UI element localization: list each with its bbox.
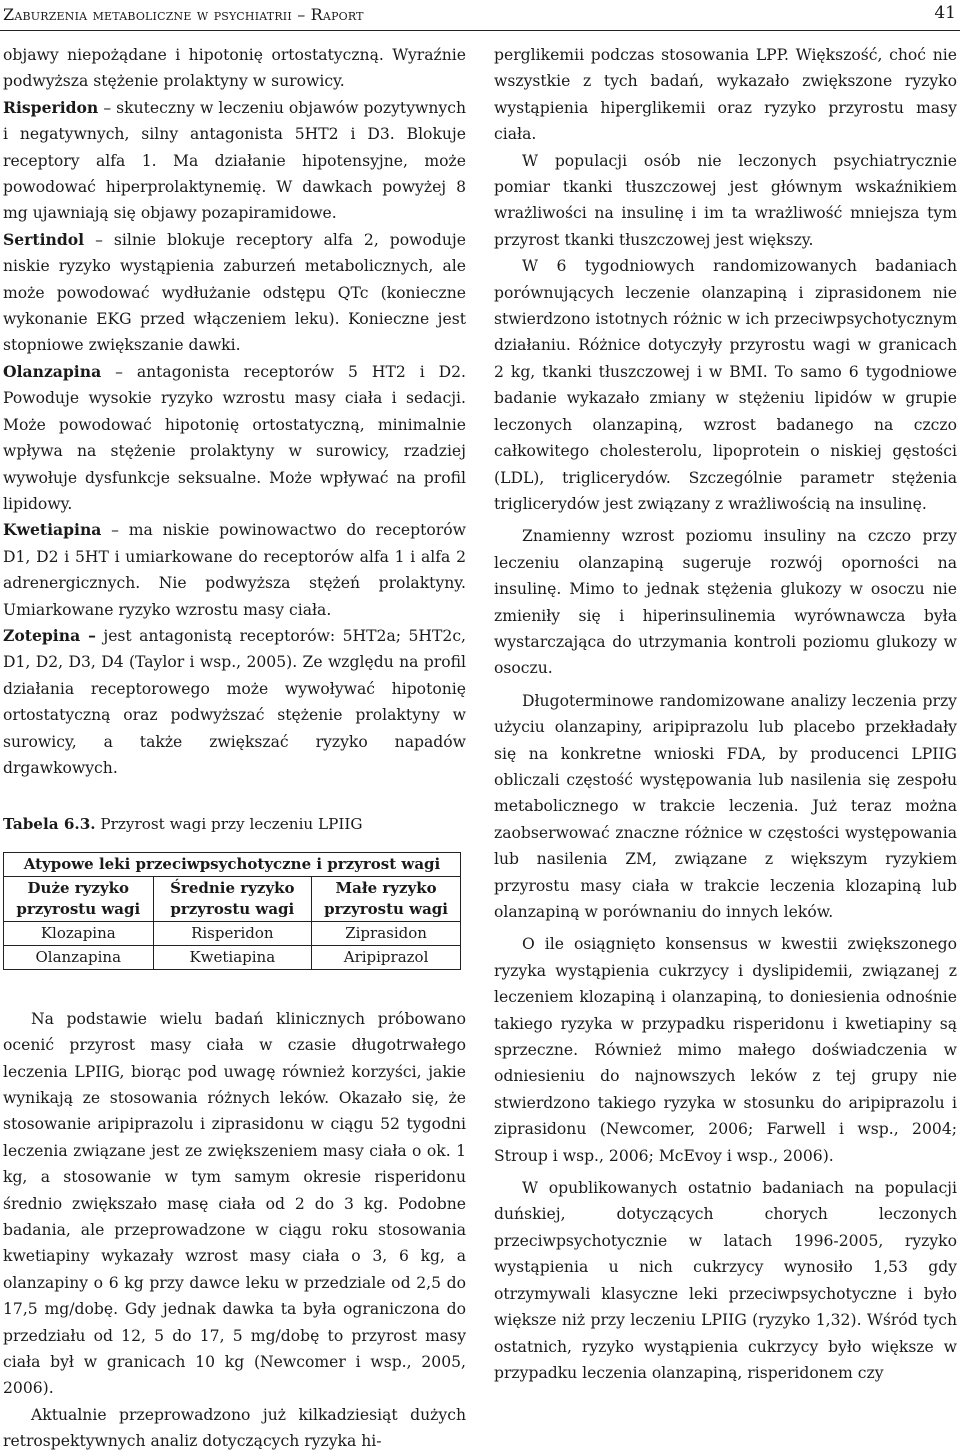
table-caption (3, 811, 466, 837)
caption-text: Przyrost wagi przy leczeniu LPIIG (95, 815, 363, 834)
paragraph-text: – antagonista receptorów 5 HT2 i D2. Powoduje wysokie ryzyko wzrostu masy ciała i sedacji. Może powodować hipotonię ortostatyczną, minimalnie wpływa na stężenie prolaktyny w surowicy, rzadziej wywołuje dysfunkcje seksualne. Może wpływać na profil lipidowy. (3, 362, 466, 513)
running-title: Zaburzenia metaboliczne w psychiatrii – Raport (3, 5, 364, 24)
table-cell: Kwetiapina (153, 945, 312, 969)
paragraph: objawy niepożądane i hipotonię ortostatyczną. Wyraźnie podwyższa stężenie prolaktyny w surowicy. (3, 46, 466, 91)
paragraph: O ile osiągnięto konsensus w kwestii zwiększonego ryzyka wystąpienia cukrzycy i dyslipidemii, związanej z leczeniem klozapiną i olanzapiną, to doniesienia odnośnie takiego ryzyka w przypadku risperidonu i kwetiapiny są sprzeczne. Również mimo małego doświadczenia w odniesieniu do najnowszych leków z tej grupy nie stwierdzono takiego ryzyka w stosunku do aripiprazolu i ziprasidonu (Newcomer, 2006; Farwell i wsp., 2004; Stroup i wsp., 2006; McEvoy i wsp., 2006). (494, 935, 957, 1165)
weight-gain-table (3, 852, 461, 970)
paragraph-text: – silnie blokuje receptory alfa 2, powoduje niskie ryzyko wystąpienia zaburzeń metabolicznych, ale może powodować wydłużanie odstępu QTc (konieczne wykonanie EKG przed włączeniem leku). Konieczne jest stopniowe zwiększanie dawki. (3, 230, 466, 355)
paragraph-sertindol (3, 227, 466, 359)
paragraph: Długoterminowe randomizowane analizy leczenia przy użyciu olanzapiny, aripiprazolu lub placebo przekładały się na konkretne wnioski FDA, by producenci LPIIG obliczali częstość występowania lub nasilenia się zespołu metabolicznego w trakcie leczenia. Już teraz można zaobserwować znaczne różnice w częstości występowania lub nasilenia ZM, związane z większym ryzykiem przyrostu masy ciała w trakcie leczenia klozapiną lub olanzapiną w porównaniu do innych leków. (494, 691, 957, 921)
paragraph: Na podstawie wielu badań klinicznych próbowano ocenić przyrost masy ciała w czasie długotrwałego leczenia LPIIG, biorąc pod uwagę również korzyści, jakie wynikają ze stosowania różnych leków. Okazało się, że stosowanie aripiprazolu i ziprasidonu w ciągu 52 tygodni leczenia związane jest ze zwiększeniem masy ciała o ok. 1 kg, a stosowanie w tym samym okresie risperidonu średnio zwiększało masę ciała od 2 do 3 kg. Podobne badania, ale przeprowadzone w ciągu roku stosowania kwetiapiny wykazały wzrost masy ciała o 3, 6 kg, a olanzapiny o 6 kg przy dawce leku w przedziale od 2,5 do 17,5 mg/dobę. Gdy jednak dawka ta była ograniczona do przedziału od 12, 5 do 17, 5 mg/dobę to przyrost masy ciała był w granicach 10 kg (Newcomer i wsp., 2005, 2006). (3, 1009, 466, 1398)
paragraph: W populacji osób nie leczonych psychiatrycznie pomiar tkanki tłuszczowej jest głównym wskaźnikiem wrażliwości na insulinę i im ta wrażliwość mniejsza tym przyrost tkanki tłuszczowej jest większy. (494, 151, 957, 249)
table-cell: Aripiprazol (312, 945, 461, 969)
table-cell: Olanzapina (4, 945, 154, 969)
drug-term: Sertindol (3, 229, 85, 249)
paragraph-text: – ma niskie powinowactwo do receptorów D1, D2 i 5HT i umiarkowane do receptorów alfa 1 i alfa 2 adrenergicznych. Nie podwyższa stężeń prolaktyny. Umiarkowane ryzyko wzrostu masy ciała. (3, 521, 466, 619)
table-title: Atypowe leki przeciwpsychotyczne i przyrost wagi (4, 852, 461, 876)
running-header (0, 0, 960, 31)
paragraph: W opublikowanych ostatnio badaniach na populacji duńskiej, dotyczących chorych leczonych przeciwpsychotycznie w latach 1996-2005, ryzyko wystąpienia u nich cukrzycy wynosiło 1,53 gdy otrzymywali klasyczne leki przeciwpsychotyczne i było większe niż przy leczeniu LPIIG (ryzyko 1,32). Wśród tych ostatnich, ryzyko wystąpienia cukrzycy było większe w przypadku leczenia olanzapiną, risperidonem czy (494, 1179, 957, 1382)
paragraph: Znamienny wzrost poziomu insuliny na czczo przy leczeniu olanzapiną sugeruje rozwój oporności na insulinę. Mimo to jednak stężenia glukozy w osoczu nie zmieniły się i hiperinsulinemia wyrównawcza była wystarczająca do utrzymania kontroli poziomu glukozy w osoczu. (494, 527, 957, 678)
column-header-low: Małe ryzyko przyrostu wagi (312, 876, 461, 921)
drug-term: Zotepina – (3, 625, 96, 645)
page-number: 41 (934, 3, 956, 23)
table-cell: Risperidon (153, 921, 312, 945)
paragraph-text: – skuteczny w leczeniu objawów pozytywnych i negatywnych, silny antagonista 5HT2 i D3. Blokuje receptory alfa 1. Ma działanie hipotensyjne, może powodować hiperprolaktynemię. W dawkach powyżej 8 mg ujawniają się objawy pozapiramidowe. (3, 98, 466, 223)
paragraph-text: jest antagonistą receptorów: 5HT2a; 5HT2c, D1, D2, D3, D4 (Taylor i wsp., 2005). Ze względu na profil działania receptorowego może wywoływać hipotonię ortostatyczną oraz podwyższać stężenie prolaktyny w surowicy, a także zwiększać ryzyko napadów drgawkowych. (3, 626, 467, 777)
column-header-medium: Średnie ryzyko przyrostu wagi (153, 876, 312, 921)
paragraph: perglikemii podczas stosowania LPP. Większość, choć nie wszystkie z tych badań, wykazało zwiększone ryzyko wystąpienia hiperglikemii oraz ryzyko przyrostu masy ciała. (494, 46, 957, 144)
paragraph: Aktualnie przeprowadzono już kilkadziesiąt dużych retrospektywnych analiz dotyczących ryzyka hi- (3, 1405, 466, 1451)
paragraph: W 6 tygodniowych randomizowanych badaniach porównujących leczenie olanzapiną i ziprasidonem nie stwierdzono istotnych różnic w ich przeciwpsychotycznym działaniu. Różnice dotyczyły przyrostu wagi w granicach 2 kg, tkanki tłuszczowej i w BMI. To samo 6 tygodniowe badanie wykazało zmiany w stężeniu lipidów w grupie leczonych olanzapiną, wzrost badanego na czczo całkowitego cholesterolu, lipoprotein o niskiej gęstości (LDL), triglicerydów. Szczególnie parametr stężenia triglicerydów jest związany z wrażliwością na insulinę. (494, 257, 957, 513)
paragraph-olanzapina (3, 359, 466, 517)
right-column (494, 42, 957, 1386)
caption-label: Tabela 6.3. (3, 815, 96, 834)
drug-term: Olanzapina (3, 361, 102, 381)
left-column (3, 42, 466, 1455)
table-cell: Ziprasidon (312, 921, 461, 945)
table-row (4, 945, 461, 969)
drug-term: Kwetiapina (3, 520, 102, 540)
column-header-high: Duże ryzyko przyrostu wagi (4, 876, 154, 921)
paragraph-zotepina (3, 623, 466, 781)
drug-term: Risperidon (3, 97, 99, 117)
paragraph-kwetiapina (3, 517, 466, 623)
table-row (4, 921, 461, 945)
paragraph-risperidon (3, 95, 466, 227)
table-cell: Klozapina (4, 921, 154, 945)
